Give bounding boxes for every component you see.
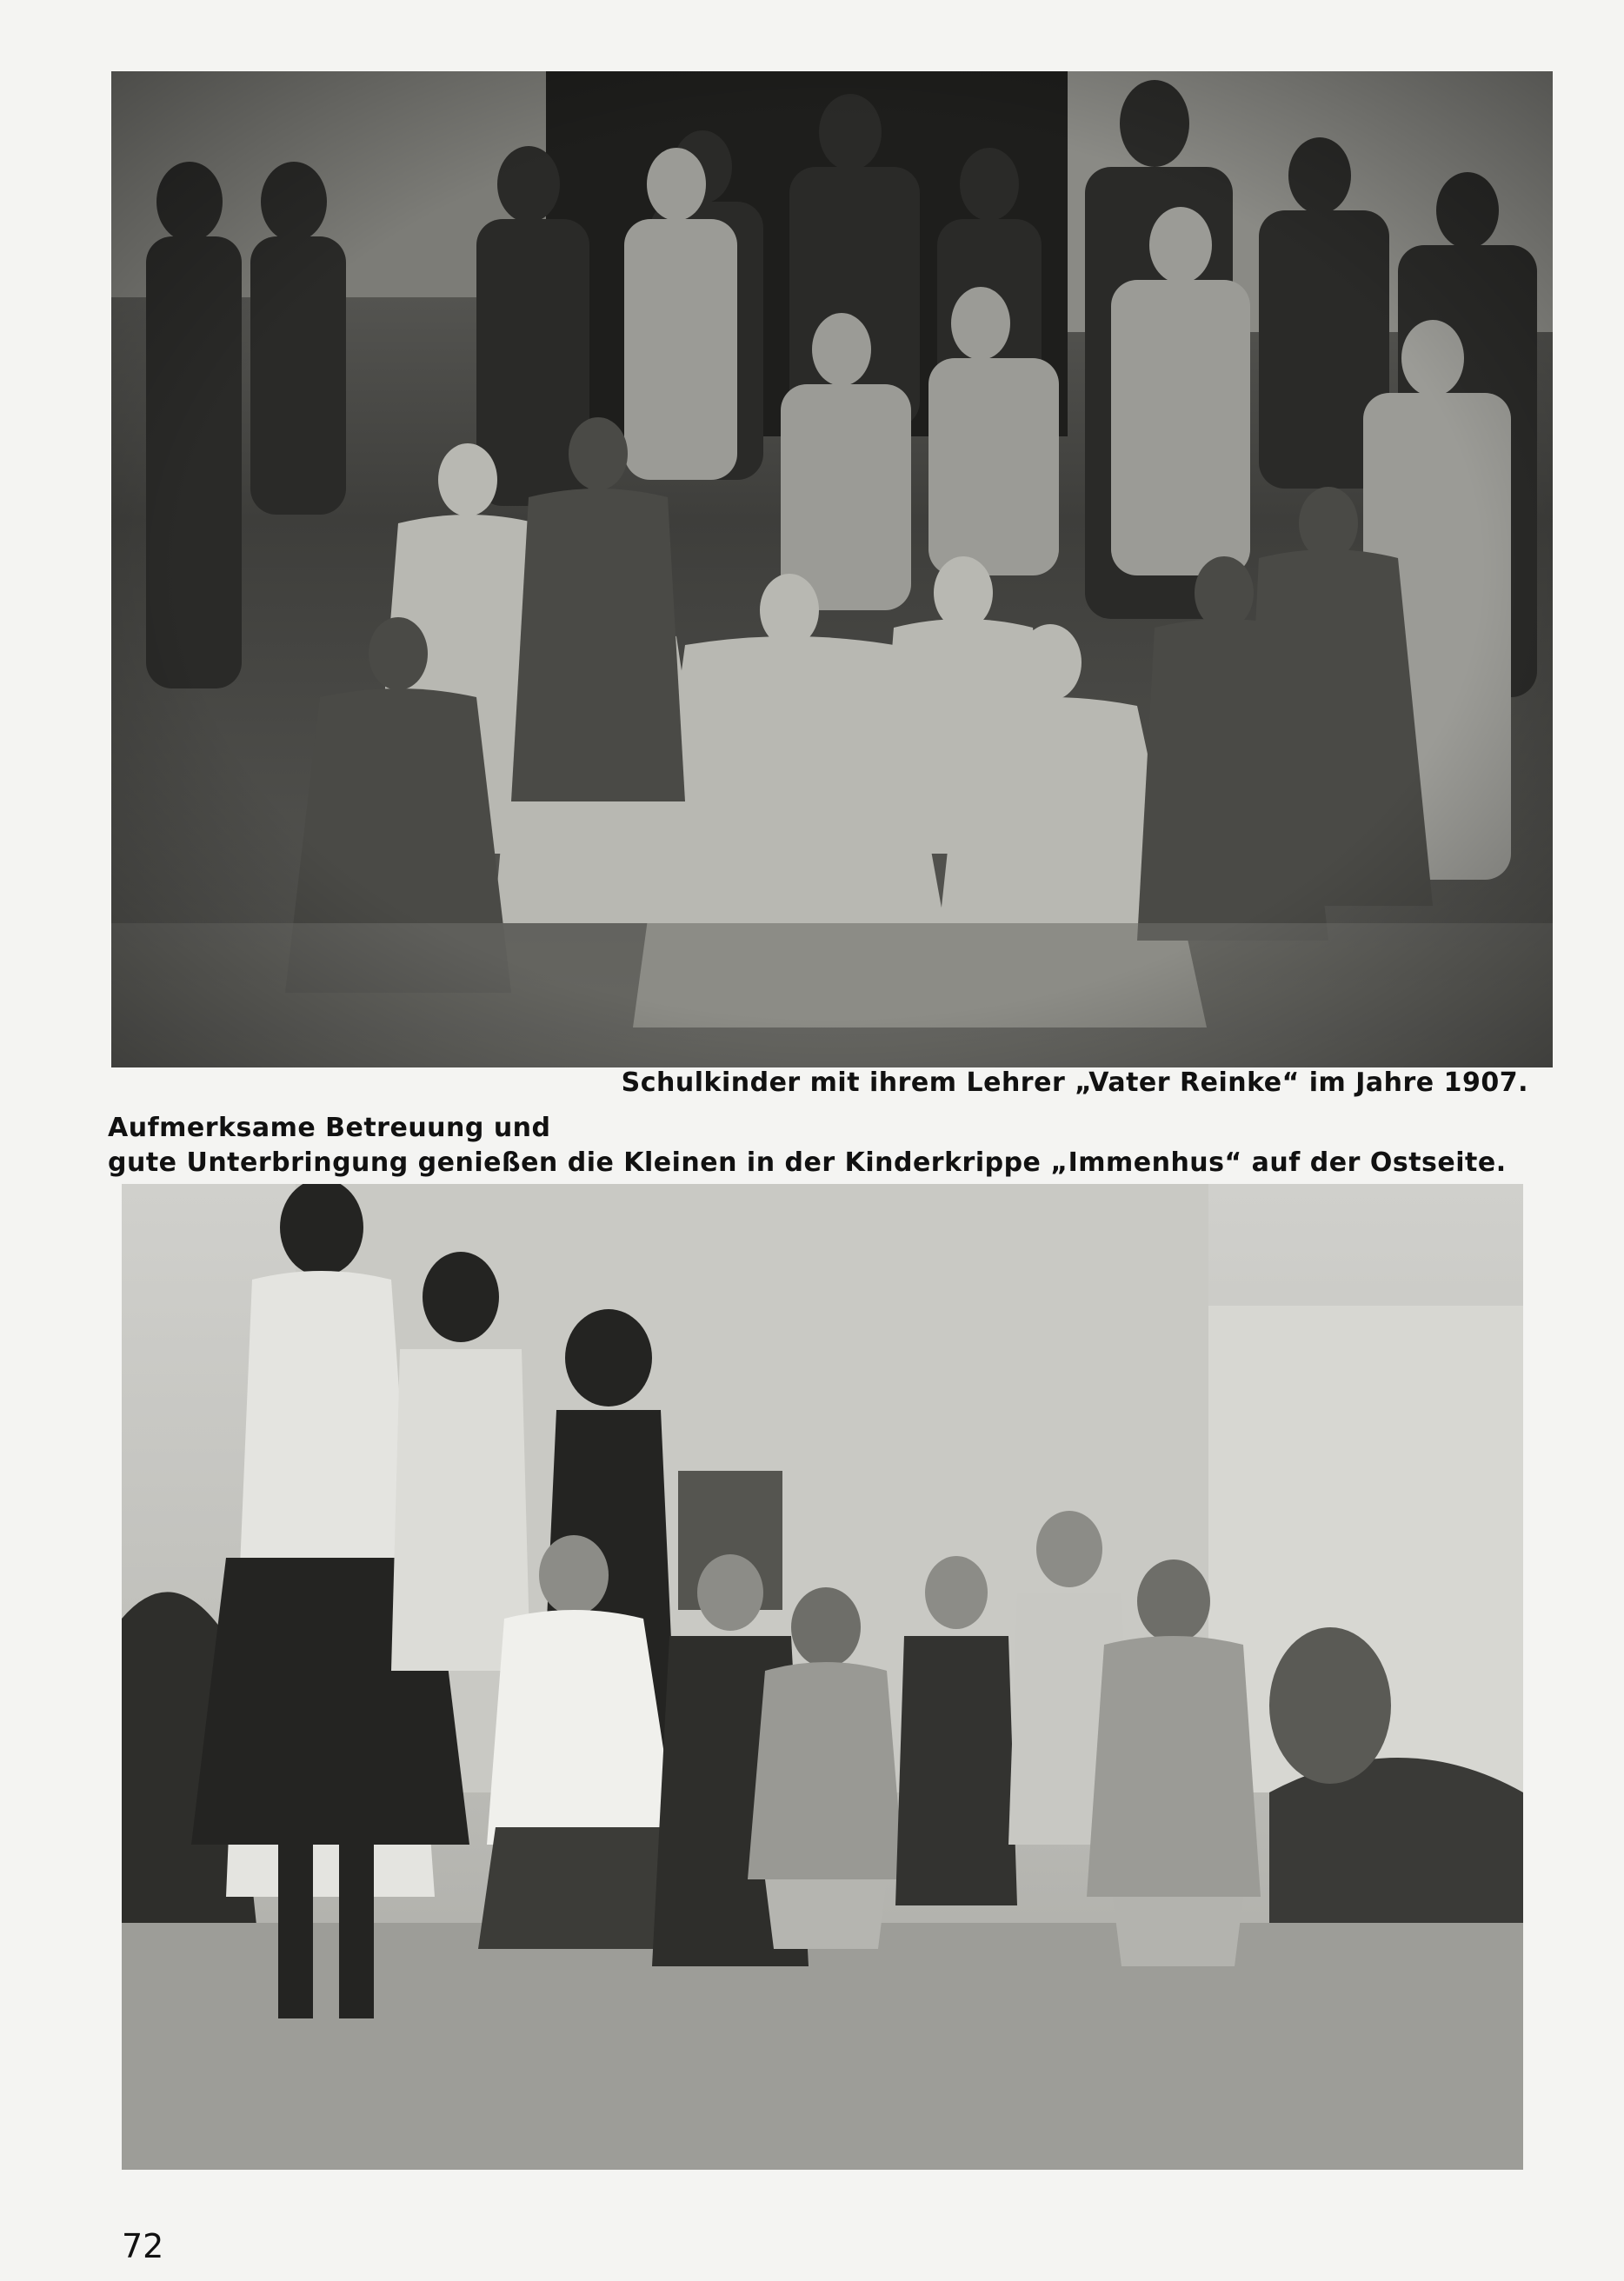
caption-kinderkrippe <box>108 1111 1507 1180</box>
caption-kinderkrippe-line-1: Aufmerksame Betreuung und <box>108 1113 551 1143</box>
photo-kinderkrippe-immenhus-image <box>122 1184 1523 2170</box>
photo-kinderkrippe-immenhus <box>122 1184 1523 2170</box>
caption-kinderkrippe-line-2: gute Unterbringung genießen die Kleinen in der Kinderkrippe „Immenhus“ auf der Ostseite. <box>108 1147 1507 1178</box>
page-number: 72 <box>122 2227 164 2265</box>
photo-school-children-1907-image <box>111 71 1553 1067</box>
caption-school-children-1907: Schulkinder mit ihrem Lehrer „Vater Reinke“ im Jahre 1907. <box>621 1067 1528 1098</box>
photo-school-children-1907 <box>111 71 1553 1067</box>
